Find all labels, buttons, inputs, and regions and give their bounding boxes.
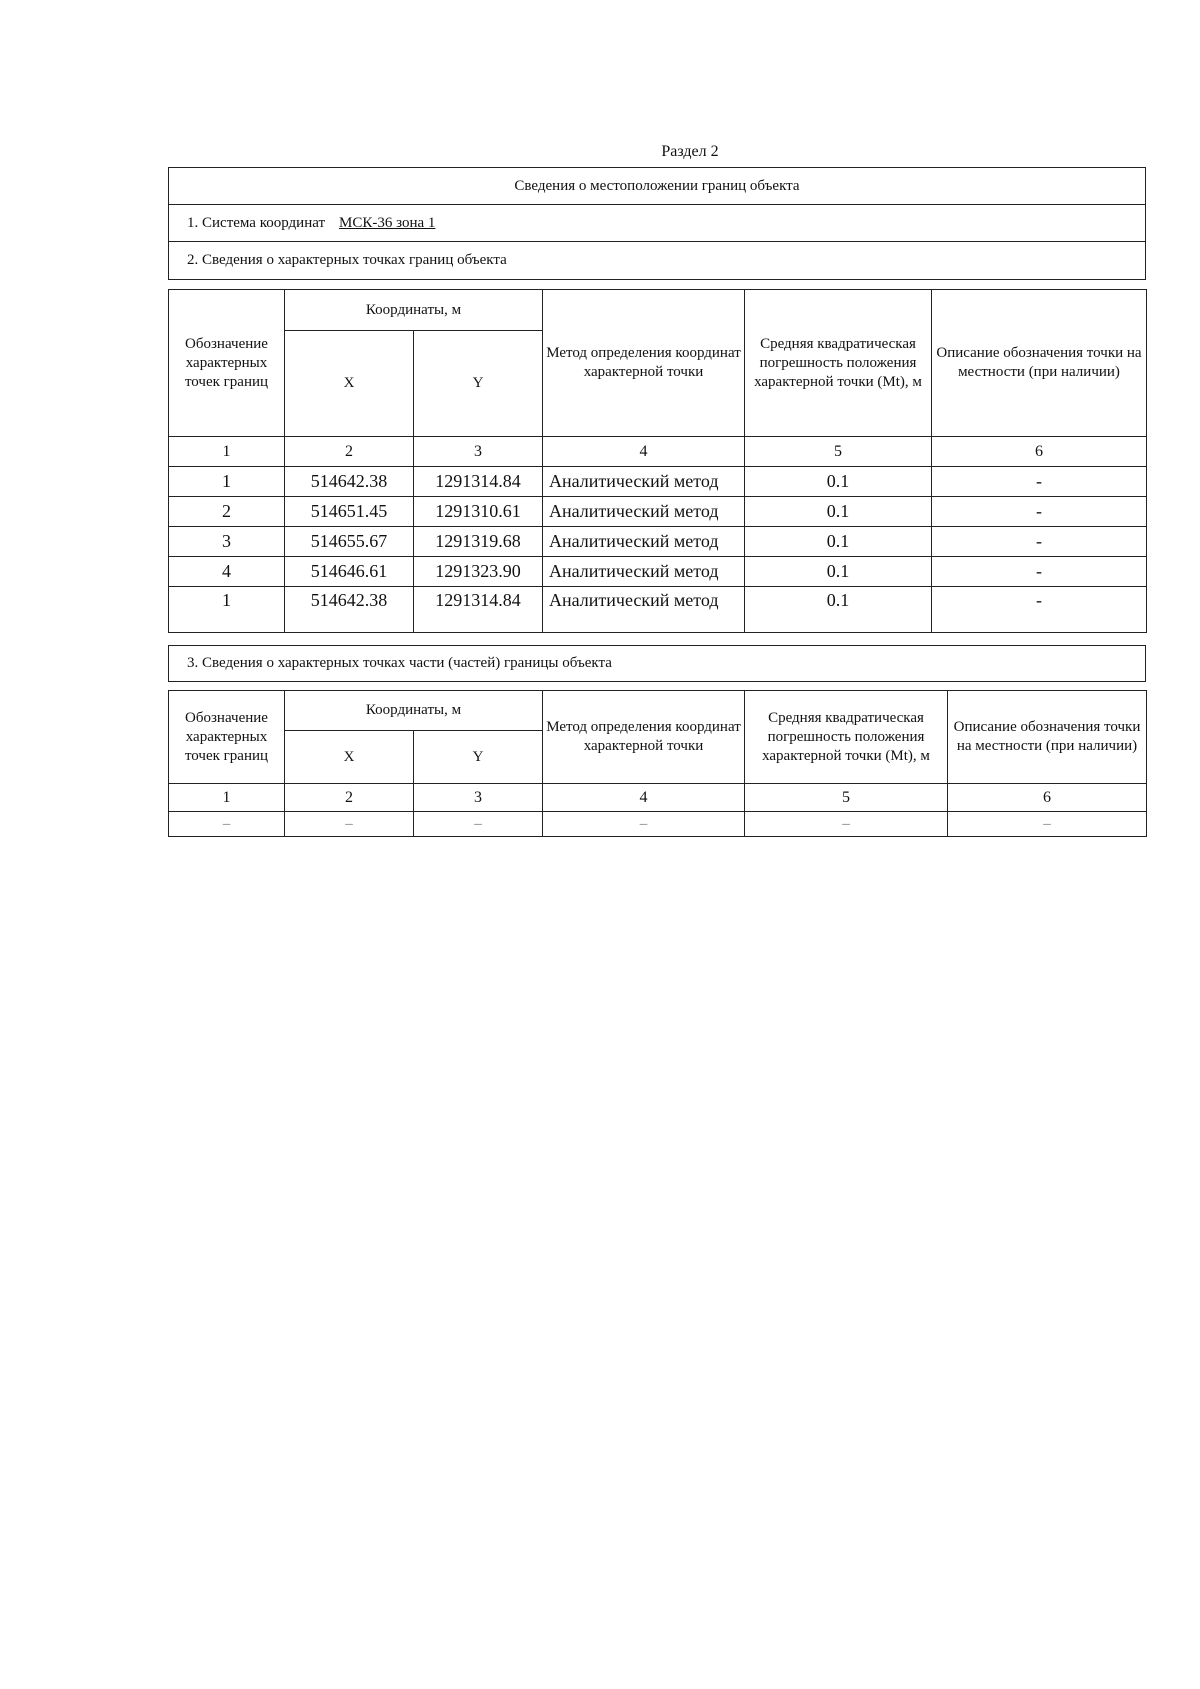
column-index-row [169,784,1147,812]
index-cell: 3 [414,437,543,467]
index-cell: 1 [169,784,285,812]
coord-system-label: 1. Система координат [187,214,326,231]
index-cell: 5 [745,784,948,812]
empty-cell: – [745,812,948,837]
header-y: Y [414,331,543,437]
table-header-row [169,691,1147,731]
index-cell: 3 [414,784,543,812]
mt-cell: 0.1 [745,497,932,527]
empty-cell: – [169,812,285,837]
mt-cell: 0.1 [745,587,932,633]
method-cell: Аналитический метод [543,497,745,527]
index-cell: 2 [285,784,414,812]
table-row [169,497,1147,527]
empty-cell: – [948,812,1147,837]
header-description: Описание обозначения точки на местности (при наличии) [948,691,1147,784]
points-section-title: 2. Сведения о характерных точках границ объекта [187,252,507,268]
mt-cell: 0.1 [745,557,932,587]
point-cell: 1 [169,467,285,497]
index-cell: 5 [745,437,932,467]
y-cell: 1291319.68 [414,527,543,557]
point-cell: 1 [169,587,285,633]
y-cell: 1291323.90 [414,557,543,587]
point-cell: 4 [169,557,285,587]
x-cell: 514655.67 [285,527,414,557]
table-row [169,587,1147,633]
header-error: Средняя квадратическая погрешность положения характерной точки (Mt), м [745,691,948,784]
y-cell: 1291310.61 [414,497,543,527]
column-index-row [169,437,1147,467]
index-cell: 6 [932,437,1147,467]
desc-cell: - [932,527,1147,557]
block-title: Сведения о местоположении границ объекта [169,168,1145,205]
index-cell: 6 [948,784,1147,812]
method-cell: Аналитический метод [543,587,745,633]
header-error: Средняя квадратическая погрешность положения характерной точки (Mt), м [745,290,932,437]
index-cell: 2 [285,437,414,467]
header-method: Метод определения координат характерной точки [543,691,745,784]
x-cell: 514651.45 [285,497,414,527]
coord-system-row [169,205,1145,242]
method-cell: Аналитический метод [543,557,745,587]
point-cell: 2 [169,497,285,527]
mt-cell: 0.1 [745,527,932,557]
header-designation: Обозначение характерных точек границ [169,290,285,437]
y-cell: 1291314.84 [414,587,543,633]
empty-cell: – [414,812,543,837]
header-y: Y [414,731,543,784]
header-coords: Координаты, м [285,290,543,331]
coord-system-value: МСК-36 зона 1 [339,214,436,231]
y-cell: 1291314.84 [414,467,543,497]
desc-cell: - [932,587,1147,633]
empty-cell: – [543,812,745,837]
x-cell: 514642.38 [285,467,414,497]
point-cell: 3 [169,527,285,557]
desc-cell: - [932,557,1147,587]
index-cell: 4 [543,784,745,812]
method-cell: Аналитический метод [543,467,745,497]
desc-cell: - [932,467,1147,497]
header-designation: Обозначение характерных точек границ [169,691,285,784]
index-cell: 4 [543,437,745,467]
table-row [169,557,1147,587]
part-points-section-title: 3. Сведения о характерных точках части (частей) границы объекта [168,645,1146,682]
table-header-row [169,290,1147,331]
mt-cell: 0.1 [745,467,932,497]
x-cell: 514646.61 [285,557,414,587]
part-points-table [168,690,1147,837]
method-cell: Аналитический метод [543,527,745,557]
table-row [169,467,1147,497]
desc-cell: - [932,497,1147,527]
boundary-points-table [168,289,1147,633]
header-x: X [285,731,414,784]
header-x: X [285,331,414,437]
x-cell: 514642.38 [285,587,414,633]
index-cell: 1 [169,437,285,467]
table-row [169,527,1147,557]
header-description: Описание обозначения точки на местности (при наличии) [932,290,1147,437]
table-row [169,812,1147,837]
boundary-info-block [168,167,1146,280]
section-title: Раздел 2 [661,143,719,160]
header-coords: Координаты, м [285,691,543,731]
header-method: Метод определения координат характерной точки [543,290,745,437]
empty-cell: – [285,812,414,837]
